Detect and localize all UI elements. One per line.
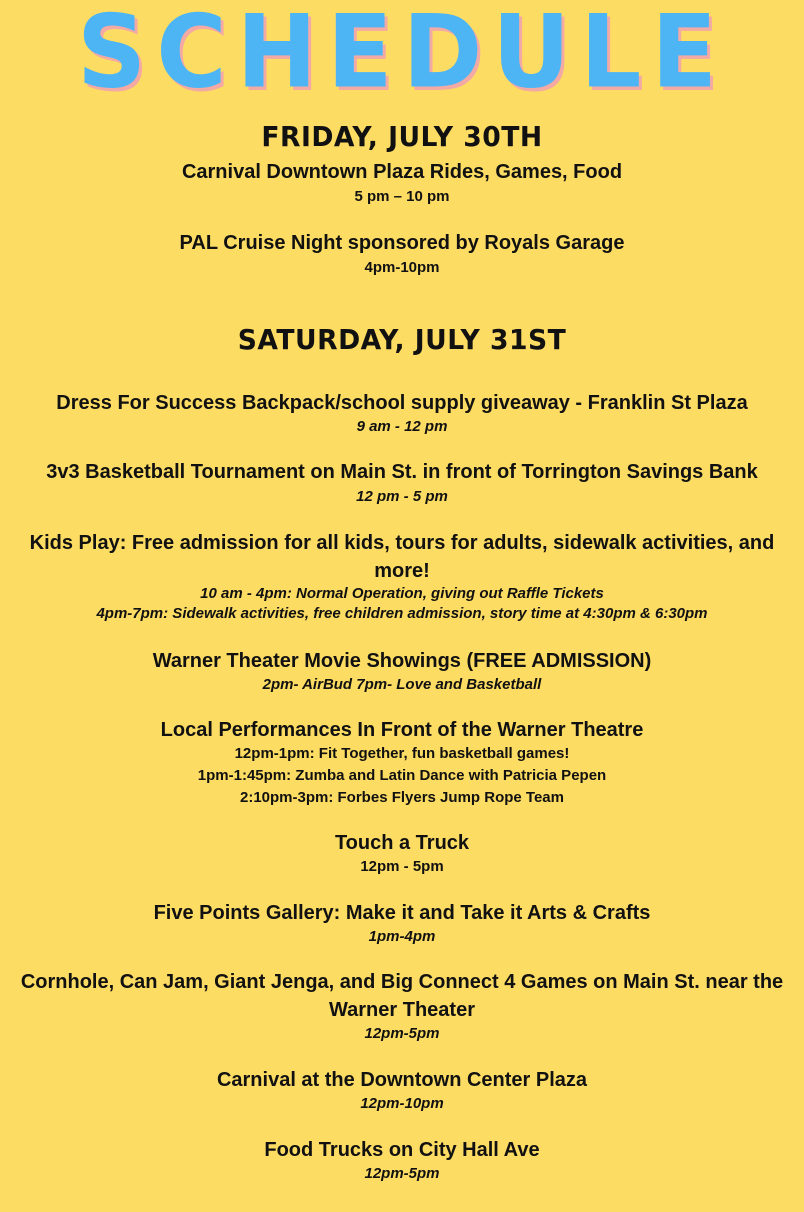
friday-heading: FRIDAY, JULY 30TH [261, 120, 543, 153]
event-detail: 2:10pm-3pm: Forbes Flyers Jump Rope Team [240, 789, 564, 806]
event-time: 12pm-5pm [364, 1025, 440, 1042]
event-detail: 12pm-1pm: Fit Together, fun basketball games! [234, 745, 570, 762]
event-detail: 1pm-1:45pm: Zumba and Latin Dance with Patricia Pepen [197, 767, 607, 784]
event-title: Carnival Downtown Plaza Rides, Games, Food [181, 161, 623, 183]
event-title: Food Trucks on City Hall Ave [264, 1139, 540, 1161]
event-title: Dress For Success Backpack/school supply giveaway - Franklin St Plaza [56, 392, 748, 414]
event-detail: 10 am - 4pm: Normal Operation, giving out Raffle Tickets [200, 585, 604, 602]
event-title: Cornhole, Can Jam, Giant Jenga, and Big Connect 4 Games on Main St. near the Warner Theater [20, 971, 784, 1021]
event-title: 3v3 Basketball Tournament on Main St. in front of Torrington Savings Bank [46, 461, 758, 483]
event-time: 12pm - 5pm [360, 858, 444, 875]
event-time: 9 am - 12 pm [356, 418, 448, 435]
event-title: Carnival at the Downtown Center Plaza [216, 1069, 588, 1091]
event-detail: 4pm-7pm: Sidewalk activities, free children admission, story time at 4:30pm & 6:30pm [96, 605, 708, 622]
event-time: 4pm-10pm [364, 259, 440, 276]
event-title: Warner Theater Movie Showings (FREE ADMISSION) [152, 650, 652, 672]
event-title: PAL Cruise Night sponsored by Royals Garage [179, 232, 625, 254]
event-title: Kids Play: Free admission for all kids, tours for adults, sidewalk activities, and more! [29, 532, 775, 582]
saturday-heading: SATURDAY, JULY 31ST [237, 323, 567, 356]
event-time: 12pm-10pm [360, 1095, 444, 1112]
event-title: Touch a Truck [334, 832, 470, 854]
event-time: 1pm-4pm [368, 928, 436, 945]
page-title: SCHEDULE [77, 0, 727, 111]
event-time: 5 pm – 10 pm [354, 188, 450, 205]
event-time: 12 pm - 5 pm [356, 488, 448, 505]
event-title: Local Performances In Front of the Warner Theatre [160, 719, 644, 741]
event-time: 12pm-5pm [364, 1165, 440, 1182]
event-title: Five Points Gallery: Make it and Take it Arts & Crafts [153, 902, 651, 924]
event-time: 2pm- AirBud 7pm- Love and Basketball [262, 676, 542, 693]
